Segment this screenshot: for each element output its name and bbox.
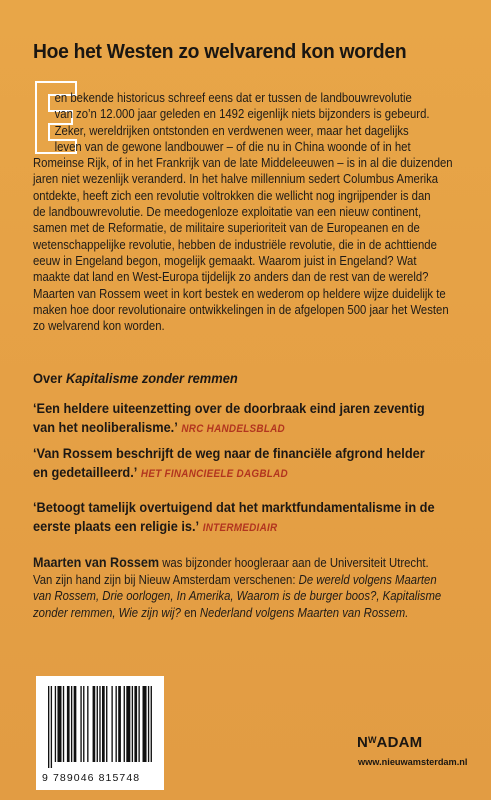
blurb-line: van zo’n 12.000 jaar geleden en 1492 eigenlijk niets bijzonders is gebeurd. bbox=[54, 107, 430, 122]
blurb-line: en bekende historicus schreef eens dat er tussen de landbouwrevolutie bbox=[54, 91, 412, 105]
review-quote bbox=[33, 499, 438, 538]
quote-source: NRC HANDELSBLAD bbox=[181, 423, 285, 435]
blurb-text bbox=[33, 90, 453, 334]
book-titles: zonder remmen, Wie zijn wij? bbox=[33, 605, 181, 620]
quote-line: ‘Een heldere uiteenzetting over de doorbraak eind jaren zeventig bbox=[33, 401, 425, 417]
barcode-bar bbox=[118, 686, 121, 762]
barcode-bar bbox=[124, 686, 125, 762]
quote-line: ‘Betoogt tamelijk overtuigend dat het marktfundamentalisme in de bbox=[33, 500, 435, 516]
reviews-heading bbox=[33, 370, 238, 386]
barcode-bar bbox=[102, 686, 105, 762]
barcode-bar bbox=[111, 686, 112, 762]
barcode-bar bbox=[99, 686, 100, 762]
barcode-bar bbox=[106, 686, 107, 762]
blurb-line: maken hoe door revolutionaire ontwikkelingen in de afgelopen 500 jaar het Westen bbox=[33, 302, 449, 317]
publisher-logo-part: DAM bbox=[387, 734, 423, 751]
quote-text: eerste plaats een religie is.’ bbox=[33, 519, 200, 535]
publisher-logo-part: W bbox=[368, 735, 377, 745]
blurb-line: zo welvarend kon worden. bbox=[33, 319, 165, 334]
blurb-line: Maarten van Rossem weet in kort bestek en wederom op heldere wijze duidelijk te bbox=[33, 286, 446, 301]
quote-text: van het neoliberalisme.’ bbox=[33, 420, 178, 436]
author-line bbox=[33, 554, 429, 572]
quote-line bbox=[33, 464, 438, 484]
barcode-bar bbox=[151, 686, 152, 762]
quote-line: ‘Van Rossem beschrijft de weg naar de financiële afgrond helder bbox=[33, 446, 425, 462]
publisher-website: www.nieuwamsterdam.nl bbox=[358, 757, 468, 767]
quote-line bbox=[33, 419, 438, 439]
author-bio-text: Van zijn hand zijn bij Nieuw Amsterdam verschenen: bbox=[33, 572, 299, 587]
blurb-line: ontdekte, heeft zich een revolutie voltrokken die wellicht nog ingrijpender is dan bbox=[33, 188, 431, 203]
author-bio bbox=[33, 554, 442, 621]
blurb-line: eeuw in Engeland begon, mogelijk gemaakt. Waarom juist in Engeland? Wat bbox=[33, 253, 417, 268]
barcode-bar bbox=[93, 686, 96, 762]
isbn-barcode bbox=[36, 676, 164, 790]
back-cover-title: Hoe het Westen zo welvarend kon worden bbox=[33, 40, 407, 63]
author-bio-text: en bbox=[180, 605, 200, 620]
barcode-bar bbox=[148, 686, 149, 762]
barcode-bar bbox=[71, 686, 72, 762]
barcode-bar bbox=[97, 686, 98, 762]
blurb-line: jaren niet wezenlijk veranderd. In het halve millennium sedert Columbus Amerika bbox=[33, 172, 439, 187]
barcode-bar bbox=[143, 686, 147, 762]
author-name: Maarten van Rossem bbox=[33, 554, 160, 570]
blurb-line: maakte dat land en West-Europa tijdelijk zo anders dan de rest van de wereld? bbox=[33, 270, 429, 285]
blurb-line: wetenschappelijke revolutie, hebben de industriële revolutie, die in de achttiende bbox=[33, 237, 437, 252]
barcode-bar bbox=[48, 686, 49, 768]
author-bio-text: was bijzonder hoogleraar aan de Universiteit Utrecht. bbox=[159, 556, 429, 570]
barcode-bars bbox=[36, 676, 164, 772]
blurb-line: de landbouwrevolutie. De meedogenloze exploitatie van een nieuw continent, bbox=[33, 205, 422, 220]
blurb-line: Romeinse Rijk, of in het Frankrijk van de late Middeleeuwen – is in al die duizenden bbox=[33, 156, 453, 171]
barcode-bar bbox=[83, 686, 84, 762]
barcode-bar bbox=[74, 686, 77, 762]
reviews-heading-prefix: Over bbox=[33, 370, 66, 386]
barcode-bar bbox=[55, 686, 56, 762]
barcode-bar bbox=[134, 686, 137, 762]
publisher-logo-part: A bbox=[376, 734, 388, 751]
reviewed-book-title: Kapitalisme zonder remmen bbox=[65, 370, 238, 386]
quote-line bbox=[33, 518, 438, 538]
publisher-logo bbox=[357, 734, 422, 751]
author-line bbox=[33, 588, 442, 605]
book-titles: De wereld volgens Maarten bbox=[298, 572, 437, 587]
quote-text: en gedetailleerd.’ bbox=[33, 465, 138, 481]
barcode-bar bbox=[87, 686, 88, 762]
barcode-bar bbox=[51, 686, 52, 768]
barcode-bar bbox=[126, 686, 130, 762]
barcode-bar bbox=[132, 686, 133, 762]
barcode-bar bbox=[67, 686, 70, 762]
author-line bbox=[33, 605, 429, 622]
quote-source: INTERMEDIAIR bbox=[202, 522, 278, 534]
review-quote bbox=[33, 400, 438, 439]
blurb-line: samen met de Reformatie, de militaire superioriteit van de Europeanen en de bbox=[33, 221, 420, 236]
isbn-number: 9 789046 815748 bbox=[42, 772, 141, 784]
publisher-logo-part: N bbox=[357, 734, 369, 751]
barcode-bar bbox=[80, 686, 81, 762]
blurb-line: leven van de gewone landbouwer – of die nu in China woonde of in het bbox=[54, 139, 411, 154]
book-titles: van Rossem, Drie oorlogen, In Amerika, Waarom is de burger boos?, Kapitalisme bbox=[33, 589, 442, 603]
author-line bbox=[33, 572, 437, 589]
barcode-bar bbox=[63, 686, 64, 762]
barcode-bar bbox=[138, 686, 139, 762]
barcode-bar bbox=[57, 686, 61, 762]
quote-source: HET FINANCIEELE DAGBLAD bbox=[140, 468, 288, 480]
review-quote bbox=[33, 445, 438, 484]
book-titles: Nederland volgens Maarten van Rossem. bbox=[199, 605, 409, 620]
barcode-bar bbox=[116, 686, 117, 762]
blurb-line: Zeker, wereldrijken ontstonden en verdwenen weer, maar het dagelijks bbox=[54, 123, 409, 138]
